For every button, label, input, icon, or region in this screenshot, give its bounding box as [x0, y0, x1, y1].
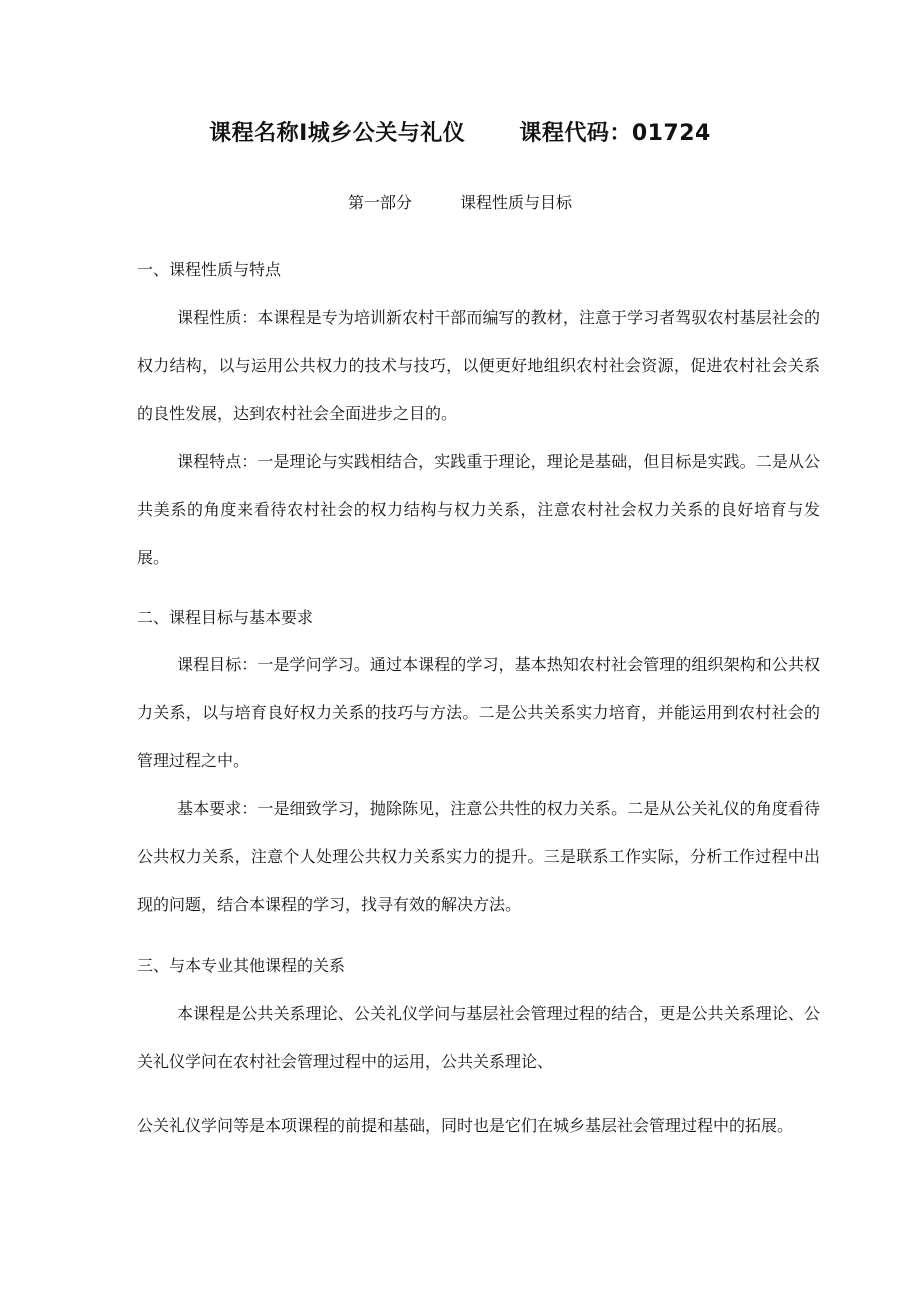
section-heading: 三、与本专业其他课程的关系: [137, 956, 346, 975]
section-2: [137, 607, 820, 629]
paragraph: 课程性质：本课程是专为培训新农村干部而编写的教材，注意于学习者驾驭农村基层社会的权力结构，以与运用公共权力的技术与技巧，以便更好地组织农村社会资源，促进农村社会关系的良性发展，达到农村社会全面进步之目的。: [137, 308, 820, 423]
paragraph: 课程目标：一是学问学习。通过本课程的学习，基本热知农村社会管理的组织架构和公共权力关系，以与培育良好权力关系的技巧与方法。二是公共关系实力培育，并能运用到农村社会的管理过程之中。: [137, 655, 820, 770]
section-1: [137, 259, 820, 281]
part-name: 课程性质与目标: [460, 193, 573, 212]
part-heading: [0, 190, 920, 213]
course-name: 课程名称I城乡公关与礼仪: [209, 121, 466, 146]
section-3-body: [137, 990, 820, 1086]
paragraph: 基本要求：一是细致学习，抛除陈见，注意公共性的权力关系。二是从公关礼仪的角度看待公共权力关系，注意个人处理公共权力关系实力的提升。三是联系工作实际，分析工作过程中出现的问题，结合本课程的学习，找寻有效的解决方法。: [137, 799, 820, 914]
paragraph: 本课程是公共关系理论、公关礼仪学问与基层社会管理过程的结合，更是公共关系理论、公关礼仪学问在农村社会管理过程中的运用，公共关系理论、: [137, 1004, 820, 1071]
section-1-body: [137, 294, 820, 582]
course-title: [0, 116, 920, 147]
section-3-continuation: [137, 1102, 820, 1150]
section-3: [137, 955, 820, 977]
paragraph-continuation: 公关礼仪学问等是本项课程的前提和基础，同时也是它们在城乡基层社会管理过程中的拓展。: [137, 1116, 794, 1135]
course-code: 课程代码：01724: [519, 121, 711, 146]
section-heading: 二、课程目标与基本要求: [137, 608, 314, 627]
section-heading: 一、课程性质与特点: [137, 260, 282, 279]
part-label: 第一部分: [347, 193, 412, 212]
section-2-body: [137, 641, 820, 929]
paragraph: 课程特点：一是理论与实践相结合，实践重于理论，理论是基础，但目标是实践。二是从公共美系的角度来看待农村社会的权力结构与权力关系，注意农村社会权力关系的良好培育与发展。: [137, 452, 820, 567]
